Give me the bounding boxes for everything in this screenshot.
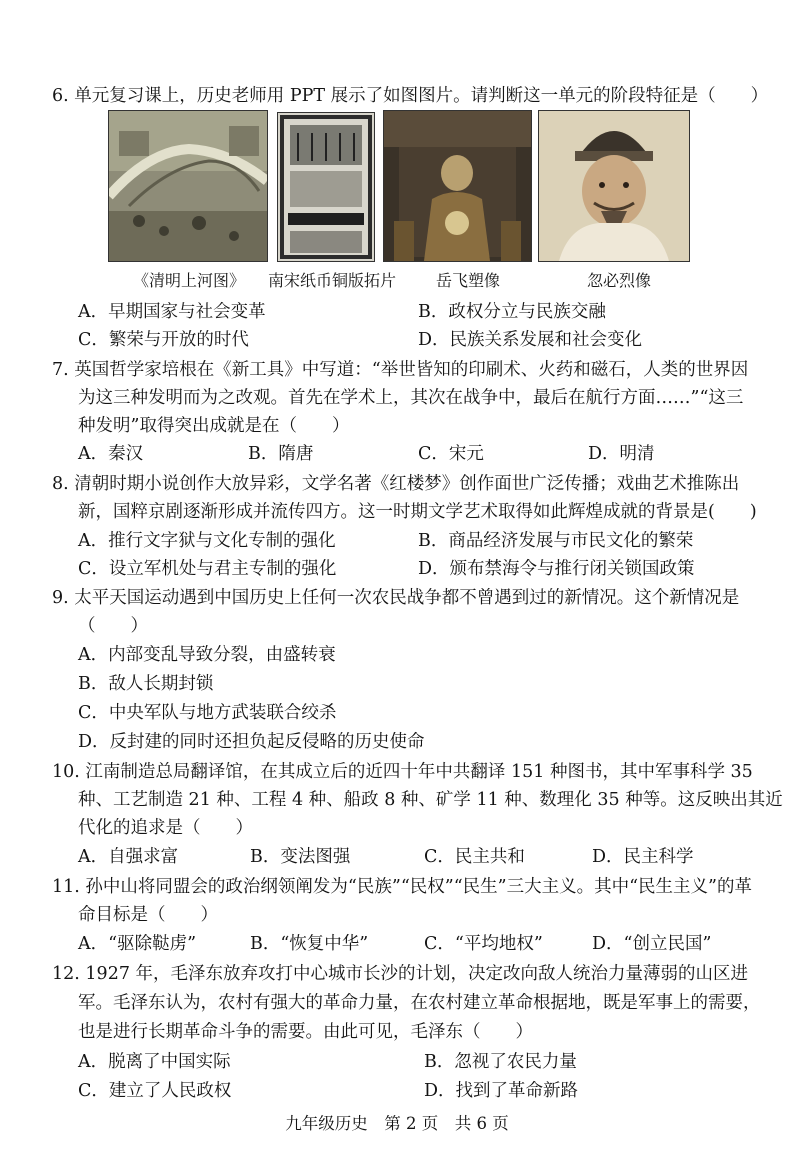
image-caption: 忽必烈像 [587,271,652,290]
question-text: 太平天国运动遇到中国历史上任何一次农民战争都不曾遇到过的新情况。这个新情况是 [74,588,740,608]
option-a[interactable]: A．推行文字狱与文化专制的强化 [78,531,336,551]
question-text: 军。毛泽东认为，农村有强大的革命力量，在农村建立革命根据地，既是军事上的需要， [78,993,761,1013]
question-text: 新，国粹京剧逐渐形成并流传四方。这一时期文学艺术取得如此辉煌成就的背景是( ) [78,502,757,522]
question-number: 9. [52,588,69,608]
option-b[interactable]: B．敌人长期封锁 [78,674,214,694]
question-number: 12. [52,964,80,984]
question-number: 7. [52,360,69,380]
option-d[interactable]: D．民主科学 [592,847,694,867]
question-text: 为这三种发明而为之改观。首先在学术上，其次在战争中，最后在航行方面……”“这三 [78,388,744,408]
image-caption: 南宋纸币铜版拓片 [268,271,397,290]
option-c[interactable]: C．中央军队与地方武装联合绞杀 [78,703,337,723]
option-c[interactable]: C．繁荣与开放的时代 [78,330,249,350]
option-c[interactable]: C．民主共和 [424,847,525,867]
option-d[interactable]: D．找到了革命新路 [424,1081,579,1101]
option-b[interactable]: B．政权分立与民族交融 [418,302,606,322]
question-text: 种、工艺制造 21 种、工程 4 种、船政 8 种、矿学 11 种、数理化 35 种等。这反映出其近 [78,790,783,810]
question-text: 代化的追求是（ ） [78,818,253,838]
option-b[interactable]: B．商品经济发展与市民文化的繁荣 [418,531,694,551]
option-b[interactable]: B．“恢复中华” [250,934,369,954]
kublai-khan-portrait-image [538,110,690,262]
option-a[interactable]: A．秦汉 [78,444,144,464]
question-6-stem [52,82,768,110]
option-a[interactable]: A．脱离了中国实际 [78,1052,231,1072]
question-text: 孙中山将同盟会的政治纲领阐发为“民族”“民权”“民生”三大主义。其中“民生主义”的革 [85,877,752,897]
question-text: 英国哲学家培根在《新工具》中写道：“举世皆知的印刷术、火药和磁石，人类的世界因 [74,360,749,380]
question-text: 江南制造总局翻译馆，在其成立后的近四十年中共翻译 151 种图书，其中军事科学 35 [85,762,753,782]
yue-fei-statue-image [383,110,532,262]
qingming-painting-image [108,110,268,262]
question-12-stem [52,960,748,988]
question-text: （ ） [78,616,148,636]
option-a[interactable]: A．内部变乱导致分裂，由盛转衰 [78,645,336,665]
question-11-stem [52,873,752,901]
option-d[interactable]: D．明清 [588,444,655,464]
image-caption: 《清明上河图》 [133,271,246,290]
question-number: 8. [52,474,69,494]
option-d[interactable]: D．反封建的同时还担负起反侵略的历史使命 [78,732,425,752]
option-b[interactable]: B．忽视了农民力量 [424,1052,577,1072]
question-number: 10. [52,762,80,782]
question-text: 命目标是（ ） [78,905,218,925]
option-c[interactable]: C．宋元 [418,444,484,464]
option-c[interactable]: C．“平均地权” [424,934,543,954]
question-number: 11. [52,877,80,897]
option-c[interactable]: C．设立军机处与君主专制的强化 [78,559,337,579]
question-text: 清朝时期小说创作大放异彩，文学名著《红楼梦》创作面世广泛传播；戏曲艺术推陈出 [74,474,740,494]
option-a[interactable]: A．自强求富 [78,847,179,867]
option-c[interactable]: C．建立了人民政权 [78,1081,232,1101]
option-b[interactable]: B．变法图强 [250,847,351,867]
image-caption: 岳飞塑像 [436,271,501,290]
option-d[interactable]: D．民族关系发展和社会变化 [418,330,643,350]
option-a[interactable]: A．“驱除鞑虏” [78,934,197,954]
option-d[interactable]: D．“创立民国” [592,934,712,954]
option-d[interactable]: D．颁布禁海令与推行闭关锁国政策 [418,559,695,579]
question-text: 单元复习课上，历史老师用 PPT 展示了如图图片。请判断这一单元的阶段特征是（ ） [74,86,769,106]
question-number: 6. [52,86,69,106]
question-text: 种发明”取得突出成就是在（ ） [78,416,350,436]
option-a[interactable]: A．早期国家与社会变革 [78,302,266,322]
question-10-stem [52,758,753,786]
song-paper-money-rubbing-image [277,112,375,262]
question-7-stem [52,356,748,384]
page-footer: 九年级历史 第 2 页 共 6 页 [285,1114,509,1133]
question-text: 也是进行长期革命斗争的需要。由此可见，毛泽东（ ） [78,1022,533,1042]
option-b[interactable]: B．隋唐 [248,444,314,464]
question-8-stem [52,470,739,498]
question-9-stem [52,584,739,612]
question-text: 1927 年，毛泽东放弃攻打中心城市长沙的计划，决定改向敌人统治力量薄弱的山区进 [85,964,749,984]
